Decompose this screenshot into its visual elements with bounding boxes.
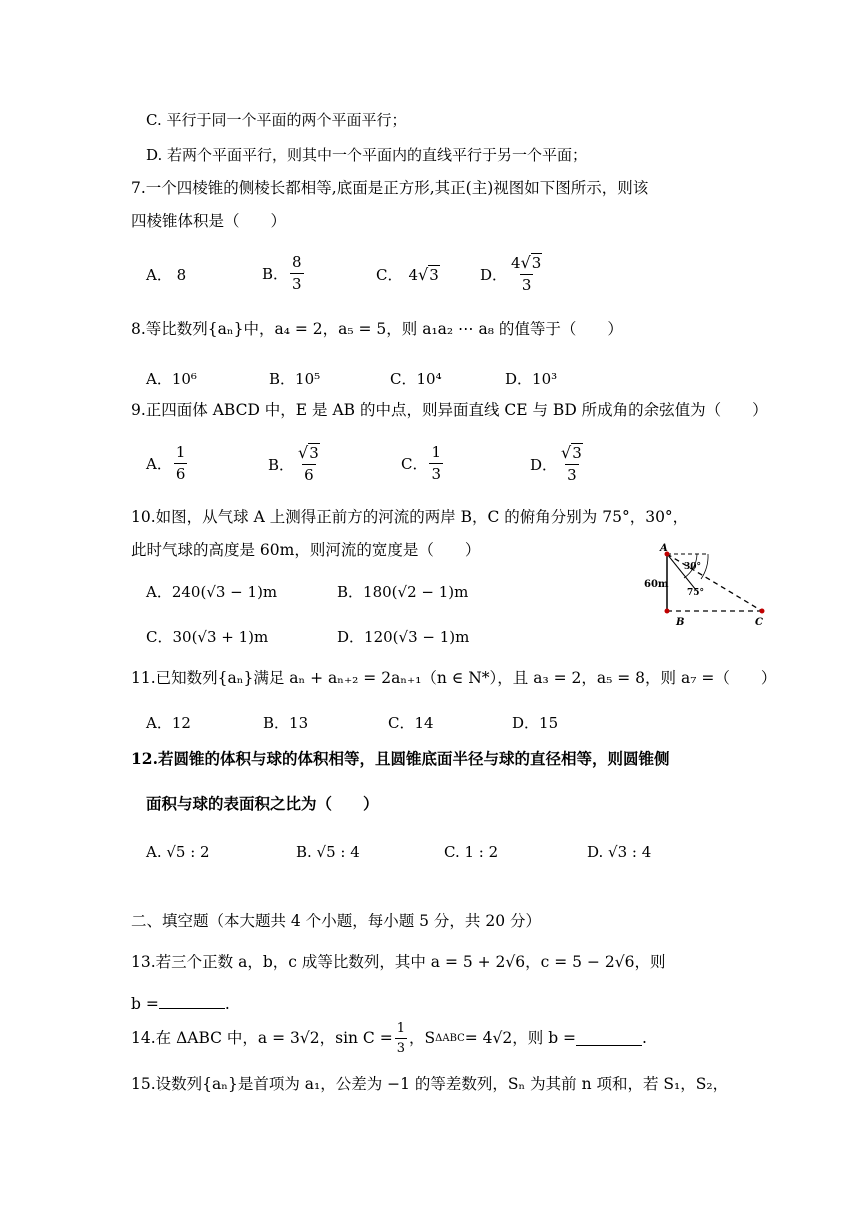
q11-stem: 11.已知数列{aₙ}满足 aₙ + aₙ₊₂ = 2aₙ₊₁（n ∈ N*），且 a₃ = 2，a₅ = 8，则 a₇ =（ ）	[131, 669, 777, 687]
q9-option-a: A． $\frac{1}{6}$	[146, 443, 186, 483]
fig-height-label: 60m	[644, 579, 669, 590]
q8-option-c: C．10⁴	[390, 370, 442, 388]
q8-stem: 8.等比数列{aₙ}中，a₄ = 2，a₅ = 5，则 a₁a₂ ⋯ a₈ 的值等于（ ）	[131, 320, 623, 338]
q9-option-d: D． $\frac{√3}{3}$	[530, 443, 582, 484]
q11-option-b: B．13	[263, 714, 309, 732]
q8-option-b: B．10⁵	[269, 370, 321, 388]
q7-option-d: D． $\frac{4√3}{3}$	[480, 255, 546, 293]
q11-option-a: A．12	[146, 714, 191, 732]
q7-option-b: B． $\frac{8}{3}$	[262, 253, 302, 293]
fig-angle-30: 30°	[684, 562, 702, 572]
q7-option-d-fraction: $\frac{4√3}{3}$	[511, 253, 542, 294]
q13-stem-line1: 13.若三个正数 a，b，c 成等比数列，其中 a = 5 + 2√6，c = 5 − 2√6，则	[131, 953, 666, 971]
q12-option-d: D. √3 : 4	[587, 843, 652, 861]
q10-stem-line2: 此时气球的高度是 60m，则河流的宽度是（ ）	[131, 541, 481, 559]
q10-option-c: C．30(√3 + 1)m	[146, 628, 269, 646]
q7-option-c: C． 4 √ 3	[376, 265, 439, 284]
option-d-prev: D. 若两个平面平行，则其中一个平面内的直线平行于另一个平面；	[146, 146, 588, 164]
q7-option-a: A． 8	[146, 266, 187, 284]
q12-stem-line2: 面积与球的表面积之比为（ ）	[146, 794, 379, 813]
q12-stem-line1: 12.若圆锥的体积与球的体积相等，且圆锥底面半径与球的直径相等，则圆锥侧	[131, 749, 670, 768]
q10-balloon-figure	[640, 540, 780, 630]
q12-option-b: B. √5 : 4	[296, 843, 360, 861]
q8-option-a: A．10⁶	[146, 370, 197, 388]
q11-option-d: D．15	[512, 714, 559, 732]
q13-stem-line2: b = .	[131, 995, 230, 1013]
q12-option-a: A. √5 : 2	[146, 843, 210, 861]
q8-option-d: D．10³	[505, 370, 558, 388]
fig-angle-75: 75°	[687, 588, 705, 598]
fig-label-a: A	[660, 543, 668, 554]
q7-stem-line1: 7.一个四棱锥的侧棱长都相等,底面是正方形,其正(主)视图如下图所示，则该	[131, 179, 649, 197]
fig-label-c: C	[755, 617, 763, 628]
fig-label-b: B	[676, 617, 685, 628]
q11-option-c: C．14	[388, 714, 434, 732]
q7-stem-line2: 四棱锥体积是（ ）	[131, 212, 287, 230]
q9-option-c: C． $\frac{1}{3}$	[401, 443, 442, 483]
q10-stem-line1: 10.如图，从气球 A 上测得正前方的河流的两岸 B，C 的俯角分别为 75°，30°，	[131, 508, 689, 526]
q10-option-a: A．240(√3 − 1)m	[146, 583, 278, 601]
q14-answer-blank[interactable]	[576, 1031, 642, 1046]
q12-option-c: C. 1 : 2	[444, 843, 499, 861]
q7-option-b-fraction: $\frac{8}{3}$	[292, 253, 302, 293]
option-c-prev: C. 平行于同一个平面的两个平面平行；	[146, 111, 407, 129]
q9-stem: 9.正四面体 ABCD 中，E 是 AB 的中点，则异面直线 CE 与 BD 所成角的余弦值为（ ）	[131, 401, 768, 419]
q13-answer-blank[interactable]	[159, 994, 225, 1009]
q9-option-b: B． $\frac{√3}{6}$	[268, 443, 319, 484]
section2-heading: 二、填空题（本大题共 4 个小题，每小题 5 分，共 20 分）	[131, 912, 542, 930]
q15-stem-line1: 15.设数列{aₙ}是首项为 a₁，公差为 −1 的等差数列，Sₙ 为其前 n 项和，若 S₁，S₂，	[131, 1075, 729, 1093]
q10-option-b: B．180(√2 − 1)m	[337, 583, 469, 601]
q10-option-d: D．120(√3 − 1)m	[337, 628, 470, 646]
q14-stem: 14.在 ΔABC 中，a = 3√2，sin C = $\frac{1}{3}$ ，S ΔABC = 4√2，则 b = .	[131, 1021, 647, 1056]
